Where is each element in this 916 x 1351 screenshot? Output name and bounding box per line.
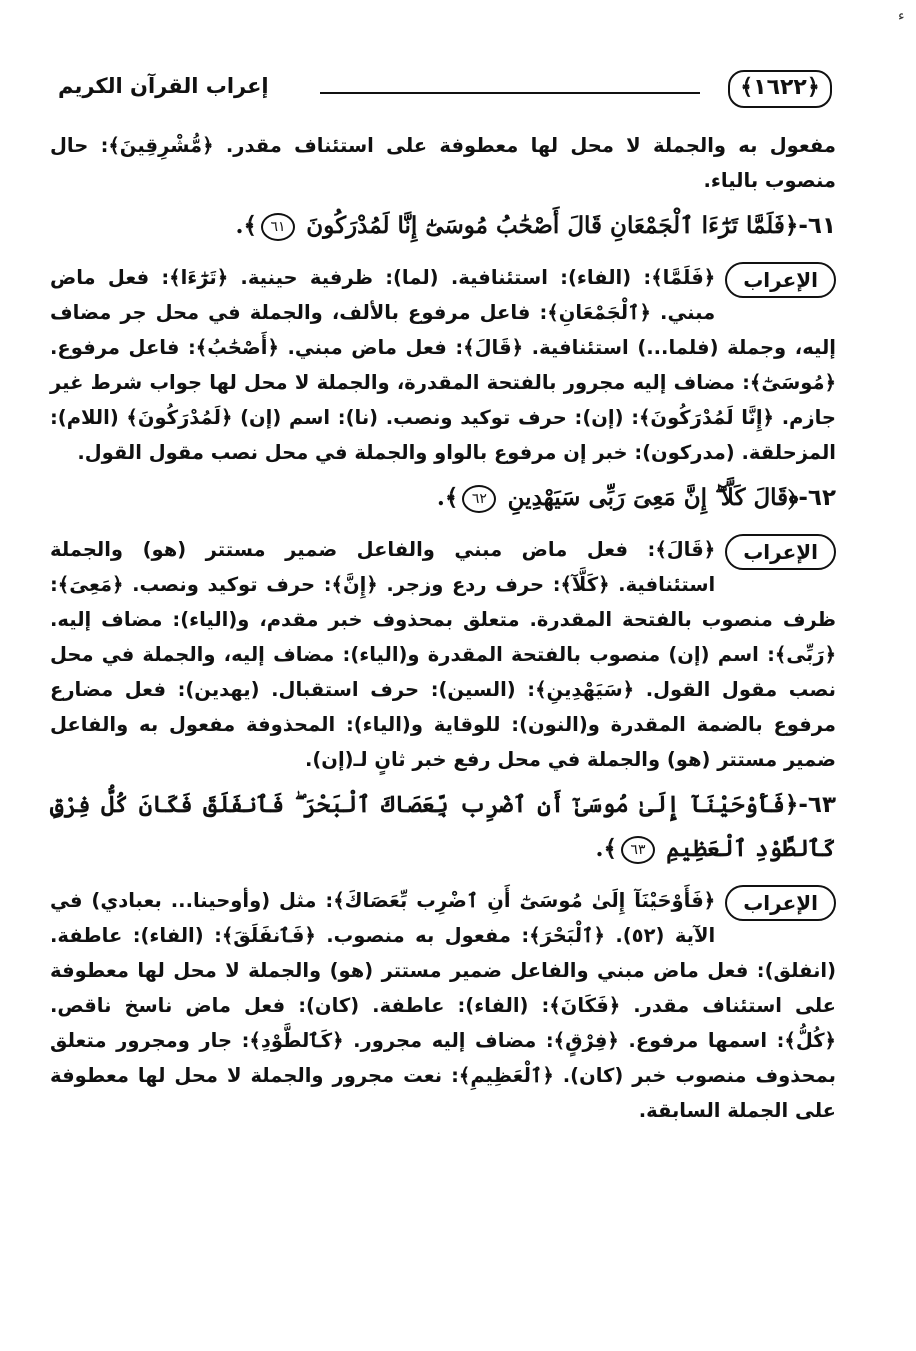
verse-close: ﴾. xyxy=(235,212,257,239)
page-header xyxy=(40,70,840,110)
page-number: ﴿١٦٢٢﴾ xyxy=(728,70,832,108)
irab-badge: الإعراب xyxy=(725,885,836,921)
irab-block xyxy=(50,532,836,777)
irab-badge: الإعراب xyxy=(725,534,836,570)
verse-number: ٦٢- xyxy=(798,485,836,511)
corner-mark: ء xyxy=(898,8,905,24)
header-rule xyxy=(320,92,700,94)
verse xyxy=(50,783,836,871)
irab-block xyxy=(50,883,836,1128)
verse xyxy=(50,476,836,520)
section-63 xyxy=(50,783,836,1128)
intro-paragraph: مفعول به والجملة لا محل لها معطوفة على استئناف مقدر. ﴿مُّشْرِقِينَ﴾: حال منصوب بالياء. xyxy=(50,134,836,192)
irab-text: ﴿قَالَ﴾: فعل ماض مبني والفاعل ضمير مستتر (هو) والجملة استئنافية. ﴿كَلَّآ﴾: حرف ردع وزجر. ﴿إِنَّ﴾: حرف توكيد ونصب. ﴿مَعِىَ﴾: ظرف منصوب بالفتحة المقدرة. متعلق بمحذوف خبر مقدم، و(الياء): مضاف إليه. ﴿رَبِّى﴾: اسم (إن) منصوب بالفتحة المقدرة و(الياء): مضاف إليه، والجملة في محل نصب مقول القول. ﴿سَيَهْدِينِ﴾: (السين): حرف استقبال. (يهدين): فعل مضارع مرفوع بالضمة المقدرة و(النون): للوقاية و(الياء): المحذوفة مفعول به والفاعل ضمير مستتر (هو) والجملة في محل رفع خبر ثانٍ لـ(إن). xyxy=(50,538,836,771)
book-title: إعراب القرآن الكريم xyxy=(58,74,269,98)
ayah-number-icon: ٦١ xyxy=(261,213,295,241)
ayah-number-icon: ٦٣ xyxy=(621,836,655,864)
verse xyxy=(50,204,836,248)
irab-badge: الإعراب xyxy=(725,262,836,298)
section-62 xyxy=(50,476,836,777)
verse-text: ﴿فَأَوْحَيْنَآ إِلَىٰ مُوسَىٰٓ أَنِ ٱضْرِب بِّعَصَاكَ ٱلْبَحْرَ ۖ فَٱنفَلَقَ فَكَانَ كُلُّ فِرْقٍ كَٱلطَّوْدِ ٱلْعَظِيمِ xyxy=(50,791,836,862)
verse-text: ﴿قَالَ كَلَّآ ۖ إِنَّ مَعِىَ رَبِّى سَيَهْدِينِ xyxy=(507,484,799,511)
ayah-number-icon: ٦٢ xyxy=(462,485,496,513)
page-body xyxy=(50,128,836,1134)
irab-block xyxy=(50,260,836,470)
verse-close: ﴾. xyxy=(595,835,617,862)
verse-text: ﴿فَلَمَّا تَرَٰٓءَا ٱلْجَمْعَانِ قَالَ أَصْحَٰبُ مُوسَىٰٓ إِنَّا لَمُدْرَكُونَ xyxy=(306,212,799,239)
irab-text: ﴿فَلَمَّا﴾: (الفاء): استئنافية. (لما): ظرفية حينية. ﴿تَرَٰٓءَا﴾: فعل ماض مبني. ﴿ٱلْجَمْعَانِ﴾: فاعل مرفوع بالألف، والجملة في محل جر مضاف إليه، وجملة (فلما...) استئنافية. ﴿قَالَ﴾: فعل ماض مبني. ﴿أَصْحَٰبُ﴾: فاعل مرفوع. ﴿مُوسَىٰٓ﴾: مضاف إليه مجرور بالفتحة المقدرة، والجملة لا محل لها جواب شرط غير جازم. ﴿إِنَّا لَمُدْرَكُونَ﴾: (إن): حرف توكيد ونصب. (نا): اسم (إن) ﴿لَمُدْرَكُونَ﴾ (اللام): المزحلقة. (مدركون): خبر إن مرفوع بالواو والجملة في محل نصب مقول القول. xyxy=(50,266,836,464)
irab-text: ﴿فَأَوْحَيْنَآ إِلَىٰ مُوسَىٰٓ أَنِ ٱضْرِب بِّعَصَاكَ﴾: مثل (وأوحينا... بعبادي) في الآية (٥٢). ﴿ٱلْبَحْرَ﴾: مفعول به منصوب. ﴿فَٱنفَلَقَ﴾: (الفاء): عاطفة. (انفلق): فعل ماض مبني والفاعل ضمير مستتر (هو) والجملة لا محل لها معطوفة على استئناف مقدر. ﴿فَكَانَ﴾: (الفاء): عاطفة. (كان): فعل ماض ناسخ ناقص. ﴿كُلُّ﴾: اسمها مرفوع. ﴿فِرْقٍ﴾: مضاف إليه مجرور. ﴿كَٱلطَّوْدِ﴾: جار ومجرور متعلق بمحذوف منصوب خبر (كان). ﴿ٱلْعَظِيمِ﴾: نعت مجرور والجملة لا محل لها معطوفة على الجملة السابقة. xyxy=(50,889,836,1122)
section-61 xyxy=(50,204,836,470)
verse-number: ٦٣- xyxy=(798,792,836,818)
verse-number: ٦١- xyxy=(798,213,836,239)
verse-close: ﴾. xyxy=(436,484,459,511)
